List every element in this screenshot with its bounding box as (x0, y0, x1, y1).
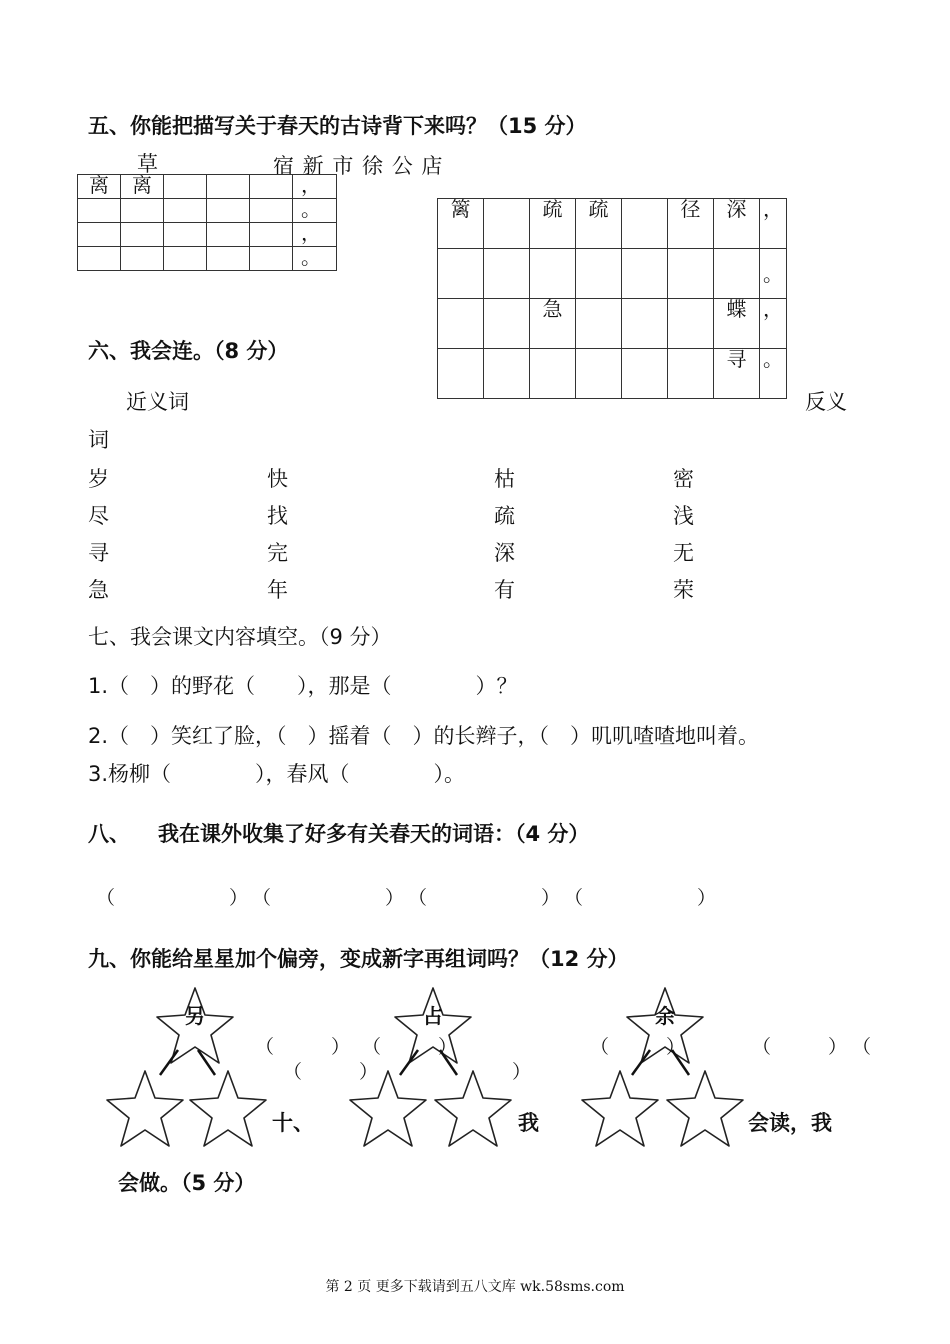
antonym-label-wrap: 词 (88, 428, 109, 452)
section10-heading-part: 会读，我 (748, 1111, 832, 1135)
word-blank[interactable]: （ ） (752, 1036, 848, 1058)
grid-cell[interactable]: 寻 (714, 349, 760, 399)
match-word[interactable]: 浅 (673, 504, 694, 528)
section7-heading: 七、我会课文内容填空。（9 分） (88, 625, 392, 649)
star-icon (667, 1071, 743, 1146)
grid-punct: ， (760, 299, 787, 349)
star-character: 另 (185, 1004, 205, 1028)
grid-punct: ， (293, 175, 337, 199)
synonym-label: 近义词 (126, 390, 189, 414)
fill-line-3[interactable]: 3.杨柳（ ），春风（ ）。 (88, 762, 466, 786)
word-blank[interactable]: （ ） (564, 887, 717, 909)
poem2-title: 宿 新 市 徐 公 店 (273, 154, 444, 178)
fill-line-2[interactable]: 2.（ ）笑红了脸，（ ）摇着（ ）的长辫子，（ ）叽叽喳喳地叫着。 (88, 724, 760, 748)
fill-line-1[interactable]: 1.（ ）的野花（ ），那是（ ）？ (88, 674, 518, 698)
grid-cell[interactable]: 疏 (530, 199, 576, 249)
match-word[interactable]: 完 (267, 541, 288, 565)
grid-cell[interactable]: 深 (714, 199, 760, 249)
word-blank[interactable]: （ ） (283, 1061, 379, 1083)
section8-heading-number: 八、 (88, 822, 130, 846)
section9-heading: 九、你能给星星加个偏旁，变成新字再组词吗？（12 分） (88, 947, 629, 971)
grid-cell[interactable]: 离 (121, 175, 164, 199)
grid-punct: 。 (760, 249, 787, 299)
antonym-label: 反义 (805, 390, 847, 414)
grid-punct: 。 (760, 349, 787, 399)
word-blank[interactable]: （ ） (252, 887, 405, 909)
grid-cell[interactable]: 蝶 (714, 299, 760, 349)
section8-heading: 我在课外收集了好多有关春天的词语：（4 分） (158, 822, 590, 846)
match-word[interactable]: 疏 (494, 504, 515, 528)
section10-heading-number: 十、 (272, 1111, 314, 1135)
poem1-title: 草 (137, 152, 158, 176)
match-word[interactable]: 有 (494, 578, 515, 602)
grid-cell[interactable]: 篱 (438, 199, 484, 249)
connector-line (160, 1050, 178, 1075)
star-icon (435, 1071, 511, 1146)
match-word[interactable]: 找 (267, 504, 288, 528)
section6-heading: 六、我会连。（8 分） (88, 339, 289, 363)
grid-cell[interactable]: 径 (668, 199, 714, 249)
grid-cell[interactable]: 疏 (576, 199, 622, 249)
star-character: 余 (655, 1004, 675, 1028)
match-word[interactable]: 深 (494, 541, 515, 565)
word-blank[interactable]: （ (852, 1036, 872, 1058)
match-word[interactable]: 无 (673, 541, 694, 565)
section10-heading-line2: 会做。（5 分） (118, 1171, 256, 1195)
match-word[interactable]: 枯 (494, 467, 515, 491)
page-footer: 第 2 页 更多下载请到五八文库 wk.58sms.com (325, 1279, 625, 1295)
grid-punct: 。 (293, 247, 337, 271)
word-blank[interactable]: （ ） (255, 1036, 351, 1058)
paren-close: ） (512, 1061, 532, 1083)
match-word[interactable]: 密 (673, 467, 694, 491)
match-word[interactable]: 快 (267, 467, 288, 491)
match-word[interactable]: 寻 (88, 541, 109, 565)
star-icon (190, 1071, 266, 1146)
match-word[interactable]: 年 (267, 578, 288, 602)
star-icon (107, 1071, 183, 1146)
word-blank[interactable]: （ ） (590, 1036, 686, 1058)
grid-punct: 。 (293, 199, 337, 223)
star-icon (582, 1071, 658, 1146)
grid-punct: ， (760, 199, 787, 249)
word-blank[interactable]: （ ） (362, 1036, 458, 1058)
match-word[interactable]: 岁 (88, 467, 109, 491)
word-blank[interactable]: （ ） (408, 887, 561, 909)
star-character: 占 (423, 1004, 443, 1028)
match-word[interactable]: 尽 (88, 504, 109, 528)
section10-heading-part: 我 (518, 1111, 539, 1135)
match-word[interactable]: 荣 (673, 578, 694, 602)
grid-punct: ， (293, 223, 337, 247)
word-blank[interactable]: （ ） (96, 887, 249, 909)
match-word[interactable]: 急 (88, 578, 109, 602)
section5-heading: 五、你能把描写关于春天的古诗背下来吗？（15 分） (88, 114, 587, 138)
grid-cell[interactable]: 离 (78, 175, 121, 199)
grid-cell[interactable]: 急 (530, 299, 576, 349)
